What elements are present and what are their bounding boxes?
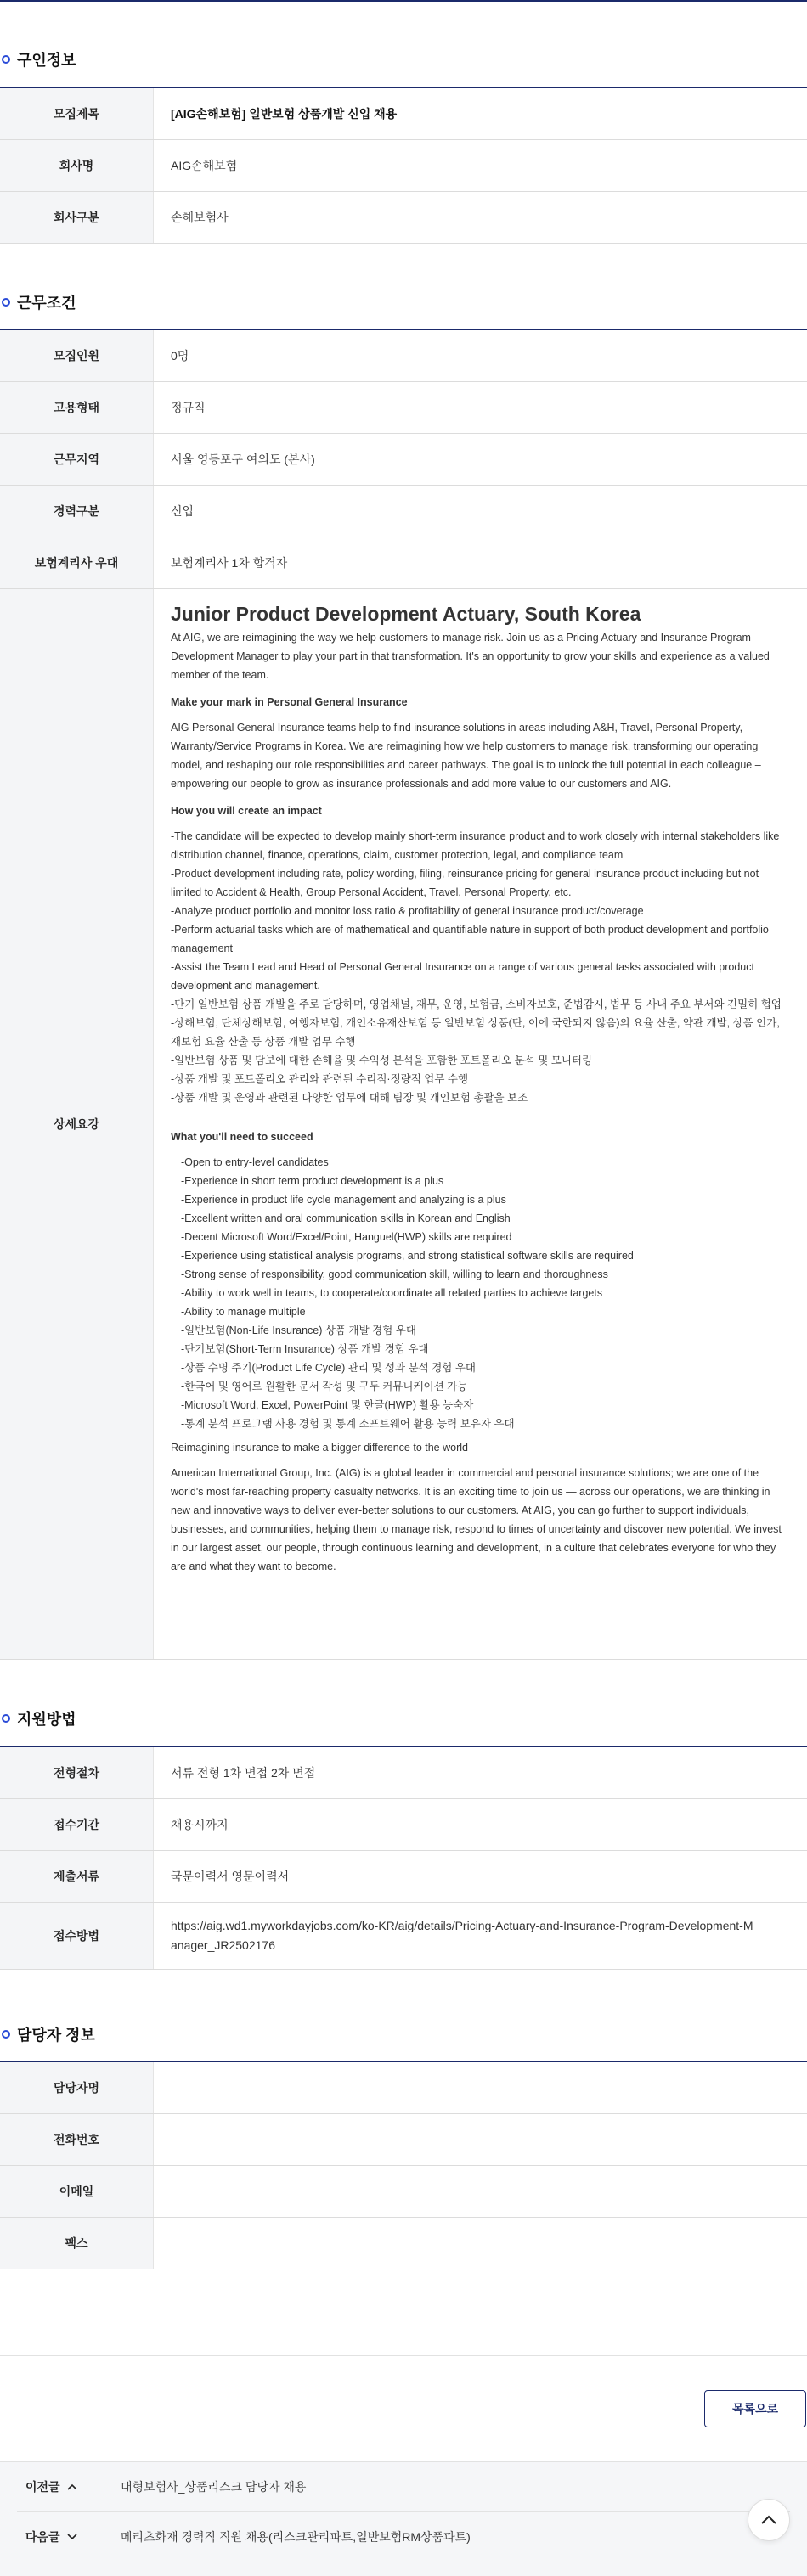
list-item: -일반보험 상품 및 담보에 대한 손해율 및 수익성 분석을 포함한 포트폴리오 분석 및 모니터링 (171, 1055, 593, 1066)
chevron-down-icon (67, 2534, 77, 2540)
section-title-text: 지원방법 (17, 1711, 76, 1728)
detail-paragraph: American International Group, Inc. (AIG) is a global leader in commercial and personal insurance solutions; we are one of the world's most far-reaching property casualty networks. It is an exciting time to join us — across our operations, we are thinking in new and innovative ways to deliver ever-better solutions to our customers. At AIG, you can go further to support individuals, businesses, and communities, helping them to manage risk, respond to times of uncertainty and discover new potential. We invest in our largest asset, our people, through continuous learning and development, in a culture that celebrates everyone for who they are and what they want to become. (171, 1467, 782, 1572)
list-item: -상해보험, 단체상해보험, 여행자보험, 개인소유재산보험 등 일반보험 상품(단, 이에 국한되지 않음)의 요율 산출, 약관 개발, 상품 인가, 재보험 요율 산출 등 상품 개발 업무 수행 (171, 1017, 780, 1048)
table-row (0, 1851, 807, 1903)
row-value: 서울 영등포구 여의도 (본사) (171, 453, 315, 466)
row-value: [AIG손해보험] 일반보험 상품개발 신입 채용 (171, 107, 398, 121)
prev-label (0, 2478, 95, 2495)
section-title-conditions (0, 290, 76, 314)
list-item: -상품 개발 및 포트폴리오 관리와 관련된 수리적·정량적 업무 수행 (171, 1073, 469, 1085)
detail-paragraph: AIG Personal General Insurance teams help to find insurance solutions in areas including A&H, Travel, Personal Property, Warranty/Service Programs in Korea. We are reimagining how we help customers to manage risk, transforming our operating model, and reshaping our role responsibilities and career pathways. The goal is to unlock the full potential in each colleague – empowering our people to grow as insurance professionals and add more value to our customers and AIG. (171, 722, 761, 790)
list-item: -Ability to manage multiple (181, 1306, 306, 1318)
section-title-job-info (0, 48, 76, 71)
row-label: 고용형태 (0, 382, 154, 433)
divider (0, 2355, 807, 2356)
row-value: 국문이력서 영문이력서 (171, 1870, 290, 1883)
row-value: 0명 (171, 349, 189, 363)
circle-bullet-icon (2, 298, 10, 307)
impact-list (171, 827, 790, 1107)
section-title-text: 근무조건 (17, 295, 76, 312)
list-item: -상품 수명 주기(Product Life Cycle) 관리 및 성과 분석 경험 우대 (181, 1362, 476, 1374)
list-item: -Decent Microsoft Word/Excel/Point, Hanguel(HWP) skills are required (181, 1231, 512, 1243)
top-border (0, 0, 807, 2)
section-title-contact (0, 2022, 95, 2046)
row-label: 회사명 (0, 140, 154, 191)
row-label: 모집제목 (0, 88, 154, 139)
row-label: 전화번호 (0, 2114, 154, 2165)
list-item: -Product development including rate, policy wording, filing, reinsurance pricing for general insurance product including but not limited to Accident & Health, Group Personal Accident, Travel, Personal Property, etc. (171, 868, 759, 898)
row-value: 채용시까지 (171, 1818, 229, 1831)
row-label: 전형절차 (0, 1747, 154, 1798)
scroll-to-top-button[interactable] (748, 2499, 790, 2541)
circle-bullet-icon (2, 55, 10, 64)
chevron-up-icon (67, 2483, 77, 2490)
job-info-table (0, 87, 807, 244)
table-row (0, 1747, 807, 1799)
next-label-text: 다음글 (25, 2530, 60, 2544)
table-row (0, 88, 807, 140)
row-label: 보험계리사 우대 (0, 537, 154, 588)
list-item: -Analyze product portfolio and monitor loss ratio & profitability of general insurance product/coverage (171, 905, 644, 917)
table-row (0, 537, 807, 589)
conditions-table (0, 329, 807, 1660)
table-row (0, 2114, 807, 2166)
row-value: 서류 전형 1차 면접 2차 면접 (171, 1766, 316, 1780)
section-title-text: 담당자 정보 (17, 2027, 95, 2044)
list-item: -Assist the Team Lead and Head of Personal General Insurance on a range of various general tasks associated with product development and management. (171, 961, 754, 992)
list-item: -통계 분석 프로그램 사용 경험 및 통계 소프트웨어 활용 능력 보유자 우대 (181, 1418, 515, 1430)
detail-title: Junior Product Development Actuary, South Korea (171, 603, 641, 625)
section-title-text: 구인정보 (17, 52, 76, 69)
list-item: -Experience in short term product development is a plus (181, 1175, 444, 1187)
list-item: -The candidate will be expected to develop mainly short-term insurance product and to work closely with internal stakeholders like distribution channel, finance, operations, claim, customer protection, legal, and compliance team (171, 830, 780, 861)
table-row (0, 382, 807, 434)
list-item: -Microsoft Word, Excel, PowerPoint 및 한글(HWP) 활용 능숙자 (181, 1399, 474, 1411)
detail-row (0, 589, 807, 1660)
prev-post-link[interactable]: 대형보험사_상품리스크 담당자 채용 (121, 2480, 307, 2494)
row-value: AIG손해보험 (171, 159, 238, 172)
next-post-link[interactable]: 메리츠화재 경력직 직원 채용(리스크관리파트,일반보험RM상품파트) (121, 2530, 471, 2544)
row-value (154, 2166, 807, 2217)
list-item: -Perform actuarial tasks which are of mathematical and quantifiable nature in support of both product development and portfolio management (171, 924, 769, 954)
list-item: -상품 개발 및 운영과 관련된 다양한 업무에 대해 팀장 및 개인보험 총괄을 보조 (171, 1092, 528, 1104)
list-item: -Experience in product life cycle management and analyzing is a plus (181, 1194, 506, 1206)
row-value (154, 2114, 807, 2165)
list-item: -Ability to work well in teams, to cooperate/coordinate all related parties to achieve targets (181, 1287, 603, 1299)
post-navigation (0, 2461, 807, 2576)
list-item: -Open to entry-level candidates (181, 1156, 329, 1168)
row-value: 정규직 (171, 401, 206, 414)
row-label: 상세요강 (0, 589, 154, 1659)
apply-table (0, 1746, 807, 1970)
detail-subheading: Reimagining insurance to make a bigger difference to the world (171, 1442, 468, 1454)
row-label: 제출서류 (0, 1851, 154, 1902)
detail-intro: At AIG, we are reimagining the way we help customers to manage risk. Join us as a Pricing Actuary and Insurance Program Development Manager to play your part in that transformation. It's an opportunity to grow your skills and experience as a valued member of the team. (171, 632, 770, 681)
section-title-apply (0, 1707, 76, 1730)
row-label: 담당자명 (0, 2062, 154, 2113)
table-row (0, 434, 807, 486)
back-to-list-button[interactable]: 목록으로 (704, 2390, 806, 2427)
needs-list (171, 1153, 790, 1433)
row-label: 회사구분 (0, 192, 154, 243)
table-row (0, 192, 807, 244)
next-label (0, 2528, 95, 2545)
detail-heading: What you'll need to succeed (171, 1131, 313, 1143)
list-item: -한국어 및 영어로 원활한 문서 작성 및 구두 커뮤니케이션 가능 (181, 1381, 468, 1392)
table-row (0, 2166, 807, 2218)
list-item: -Experience using statistical analysis programs, and strong statistical software skills are required (181, 1250, 634, 1262)
job-detail-content (154, 589, 807, 1659)
row-label: 근무지역 (0, 434, 154, 485)
row-value: 신입 (171, 504, 195, 518)
table-row (0, 1903, 807, 1970)
contact-table (0, 2061, 807, 2269)
row-label: 접수방법 (0, 1903, 154, 1969)
circle-bullet-icon (2, 2030, 10, 2039)
spacer (171, 1107, 790, 1119)
list-item: -일반보험(Non-Life Insurance) 상품 개발 경험 우대 (181, 1325, 416, 1336)
row-label: 이메일 (0, 2166, 154, 2217)
table-row (0, 1799, 807, 1851)
table-row (0, 140, 807, 192)
detail-heading: How you will create an impact (171, 805, 322, 817)
apply-url-link[interactable]: https://aig.wd1.myworkdayjobs.com/ko-KR/aig/details/Pricing-Actuary-and-Insurance-Program-Development-Manager_JR2502176 (171, 1919, 753, 1952)
table-row (0, 330, 807, 382)
list-item: -단기보험(Short-Term Insurance) 상품 개발 경험 우대 (181, 1343, 429, 1355)
row-value (154, 2218, 807, 2269)
row-label: 모집인원 (0, 330, 154, 381)
row-label: 경력구분 (0, 486, 154, 537)
row-label: 팩스 (0, 2218, 154, 2269)
row-value (154, 2062, 807, 2113)
row-label: 접수기간 (0, 1799, 154, 1850)
prev-label-text: 이전글 (25, 2480, 60, 2494)
prev-post-row[interactable] (0, 2462, 807, 2511)
table-row (0, 486, 807, 537)
row-value: 보험계리사 1차 합격자 (171, 556, 288, 570)
arrow-up-icon (760, 2515, 777, 2525)
table-row (0, 2062, 807, 2114)
table-row (0, 2218, 807, 2269)
list-item: -Excellent written and oral communication skills in Korean and English (181, 1212, 511, 1224)
row-value: 손해보험사 (171, 211, 229, 224)
circle-bullet-icon (2, 1714, 10, 1723)
detail-heading: Make your mark in Personal General Insurance (171, 696, 408, 708)
next-post-row[interactable] (0, 2512, 807, 2562)
list-item: -단기 일반보험 상품 개발을 주로 담당하며, 영업채널, 재무, 운영, 보험금, 소비자보호, 준법감시, 법무 등 사내 주요 부서와 긴밀히 협업 (171, 998, 782, 1010)
list-item: -Strong sense of responsibility, good communication skill, willing to learn and thoroughness (181, 1268, 608, 1280)
